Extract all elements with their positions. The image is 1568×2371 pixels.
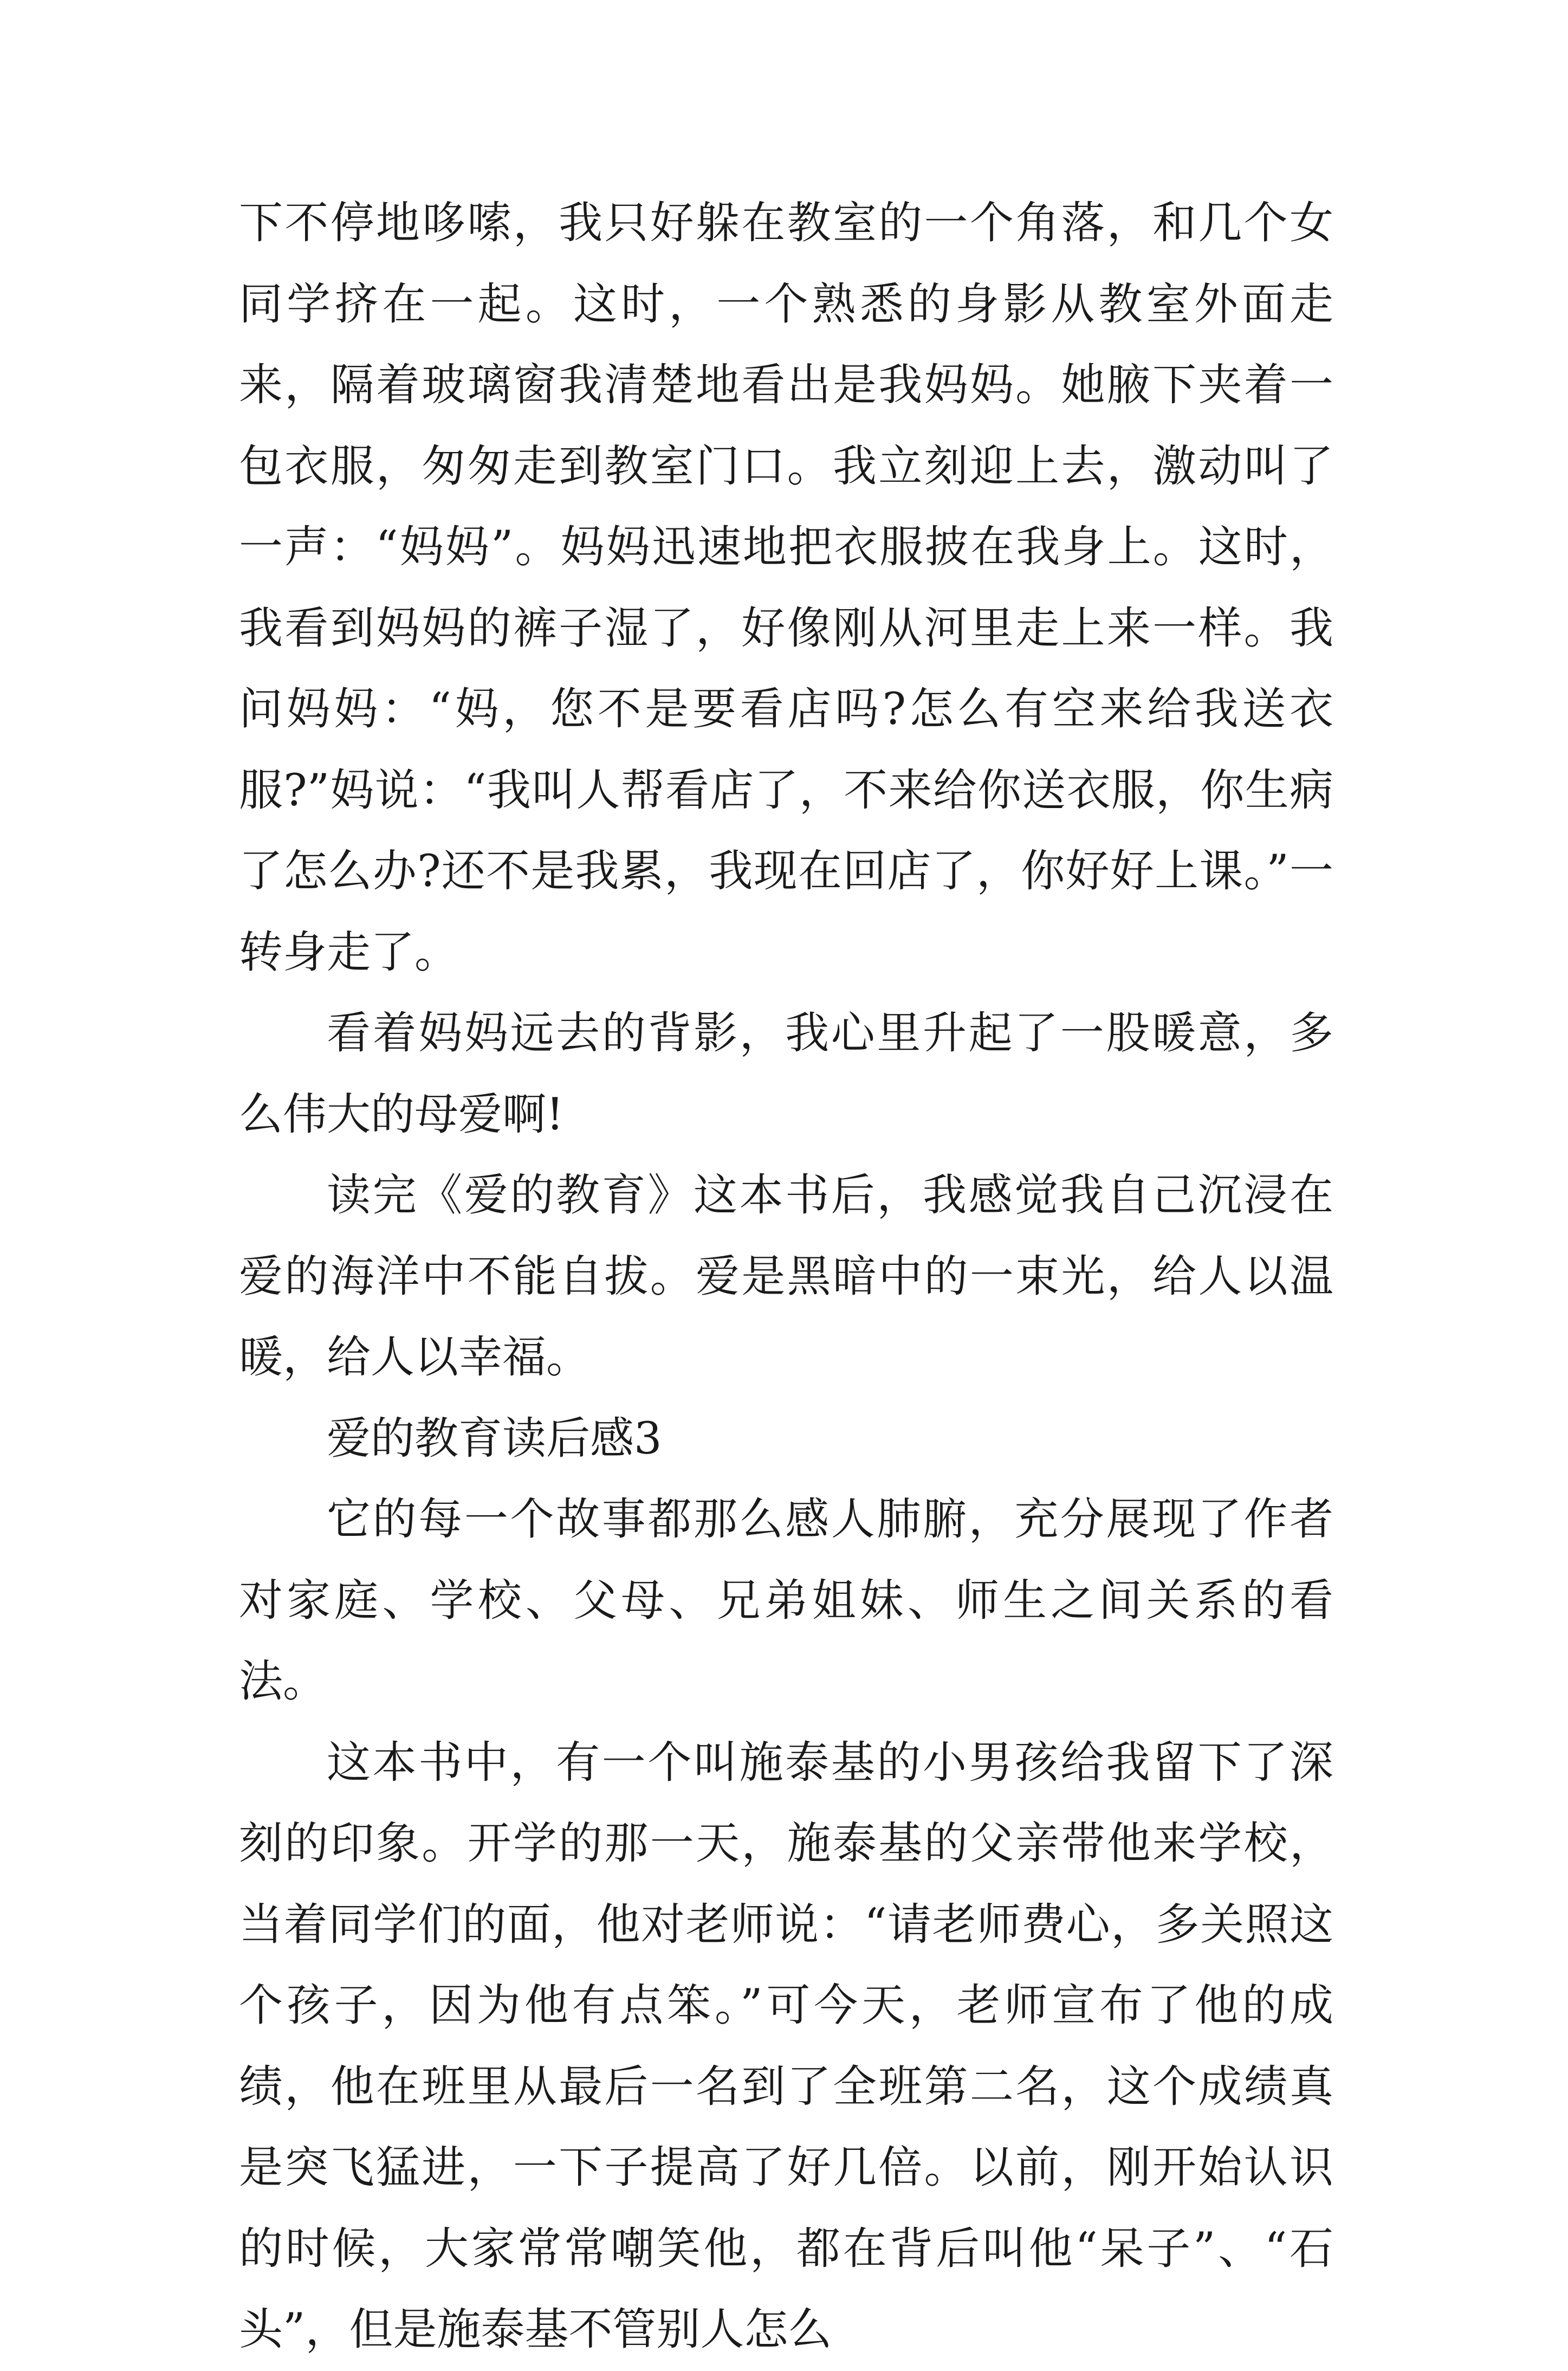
section-heading: 爱的教育读后感3 xyxy=(327,1413,662,1464)
paragraph: 读完《爱的教育》这本书后，我感觉我自己沉浸在爱的海洋中不能自拔。爱是黑暗中的一束光，给人以温暖，给人以幸福。 xyxy=(239,1170,1333,1383)
paragraph-continued: 下不停地哆嗦，我只好躲在教室的一个角落，和几个女同学挤在一起。这时，一个熟悉的身影从教室外面走来，隔着玻璃窗我清楚地看出是我妈妈。她腋下夹着一包衣服，匆匆走到教室门口。我立刻迎上去，激动叫了一声：“妈妈”。妈妈迅速地把衣服披在我身上。这时，我看到妈妈的裤子湿了，好像刚从河里走上来一样。我问妈妈：“妈，您不是要看店吗?怎么有空来给我送衣服?”妈说：“我叫人帮看店了，不来给你送衣服，你生病了怎么办?还不是我累，我现在回店了，你好好上课。”一转身走了。 xyxy=(239,198,1333,978)
paragraph: 看着妈妈远去的背影，我心里升起了一股暖意，多么伟大的母爱啊! xyxy=(239,1008,1333,1140)
paragraph: 这本书中，有一个叫施泰基的小男孩给我留下了深刻的印象。开学的那一天，施泰基的父亲带他来学校，当着同学们的面，他对老师说：“请老师费心，多关照这个孩子，因为他有点笨。”可今天，老师宣布了他的成绩，他在班里从最后一名到了全班第二名，这个成绩真是突飞猛进，一下子提高了好几倍。以前，刚开始认识的时候，大家常常嘲笑他，都在背后叫他“呆子”、“石头”，但是施泰基不管别人怎么 xyxy=(239,1737,1333,2355)
document-body xyxy=(239,183,1333,2371)
paragraph: 它的每一个故事都那么感人肺腑，充分展现了作者对家庭、学校、父母、兄弟姐妹、师生之间关系的看法。 xyxy=(239,1494,1333,1707)
